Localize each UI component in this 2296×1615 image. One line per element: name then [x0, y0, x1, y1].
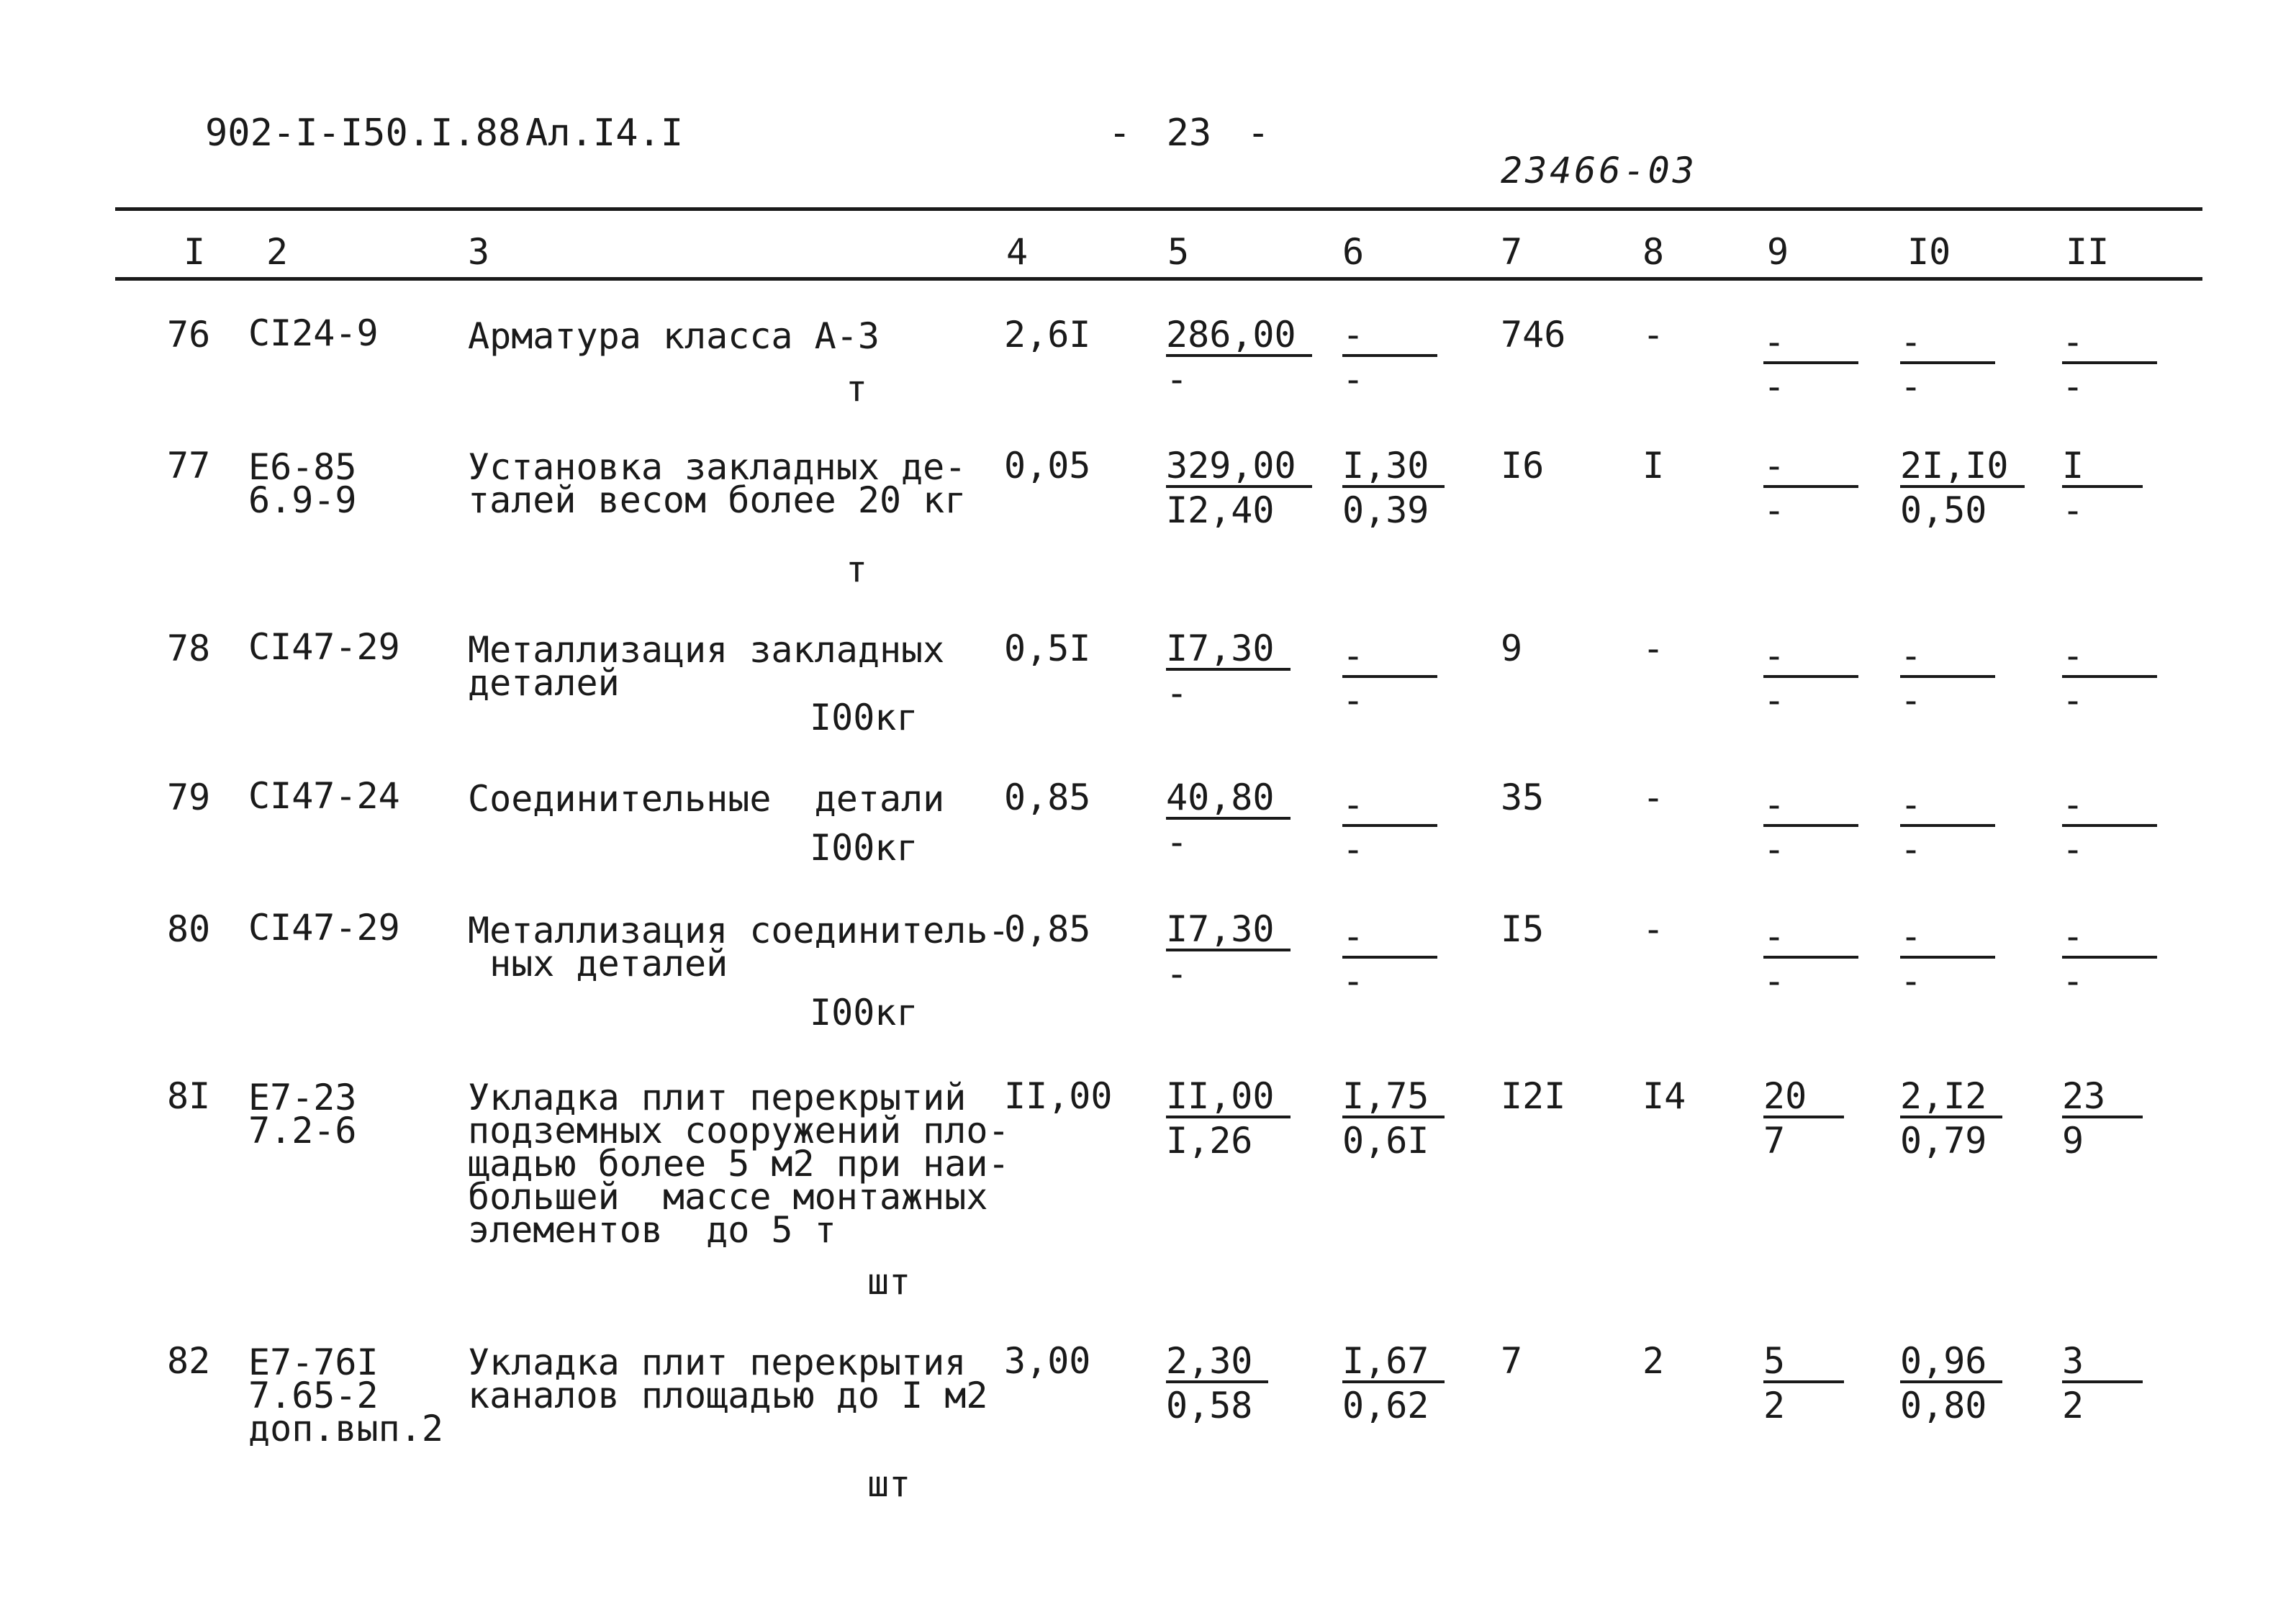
col8-value: - — [1642, 908, 1665, 950]
col6-value — [1342, 915, 1501, 1002]
work-description: Металлизация соединитель- ных деталей — [468, 910, 1010, 985]
col11-top: - — [2062, 324, 2157, 364]
unit-of-measure: I00кг — [810, 827, 918, 869]
col8-value: I — [1642, 445, 1665, 487]
unit-cost-bottom: - — [1166, 672, 1188, 714]
row-number: 77 — [167, 445, 211, 487]
column-header: II — [2066, 231, 2110, 273]
rate-code: CI47-29 — [248, 907, 400, 949]
col9-bottom: - — [1763, 679, 1786, 721]
col11-bottom: - — [2062, 960, 2084, 1002]
unit-of-measure: шт — [867, 1261, 911, 1303]
col9-bottom: - — [1763, 489, 1786, 531]
col9-value — [1763, 445, 1922, 531]
row-number: 8I — [167, 1075, 211, 1117]
col9-top: - — [1763, 918, 1858, 959]
quantity: II,00 — [1004, 1075, 1113, 1117]
unit-of-measure: т — [846, 548, 868, 590]
col10-bottom: - — [1900, 960, 1922, 1002]
work-description: Металлизация закладных деталей — [468, 629, 945, 704]
unit-cost-bottom: - — [1166, 953, 1188, 995]
row-number: 76 — [167, 314, 211, 356]
total-cost: I2I — [1501, 1075, 1566, 1117]
unit-cost — [1166, 777, 1324, 863]
col9-value — [1763, 635, 1922, 721]
quantity: 2,6I — [1004, 314, 1091, 356]
col6-top: - — [1342, 918, 1437, 959]
col11-bottom: - — [2062, 366, 2084, 407]
col10-top: - — [1900, 638, 1995, 678]
col10-top: 2I,I0 — [1900, 448, 2025, 488]
work-description: Соединительные детали — [468, 778, 945, 820]
unit-of-measure: шт — [867, 1463, 911, 1505]
col10-top: - — [1900, 918, 1995, 959]
col10-top: - — [1900, 324, 1995, 364]
column-header: 9 — [1767, 231, 1789, 273]
col10-bottom: - — [1900, 679, 1922, 721]
col6-top: - — [1342, 787, 1437, 827]
col10-bottom: 0,79 — [1900, 1120, 1987, 1162]
unit-cost-bottom: I,26 — [1166, 1120, 1253, 1162]
rate-code: Е7-23 7.2-6 — [248, 1077, 357, 1152]
col11-value — [2062, 1075, 2220, 1162]
col11-top: 23 — [2062, 1078, 2143, 1118]
col6-value — [1342, 314, 1501, 400]
col11-top: 3 — [2062, 1343, 2143, 1383]
col9-top: - — [1763, 787, 1858, 827]
col9-bottom: 7 — [1763, 1120, 1786, 1162]
total-cost: I5 — [1501, 908, 1545, 950]
unit-cost-bottom: I2,40 — [1166, 489, 1275, 531]
col9-value — [1763, 321, 1922, 407]
column-header: 2 — [266, 231, 289, 273]
col10-bottom: - — [1900, 366, 1922, 407]
quantity: 3,00 — [1004, 1340, 1091, 1382]
unit-cost — [1166, 1075, 1324, 1162]
col10-value — [1900, 445, 2058, 531]
quantity: 0,05 — [1004, 445, 1091, 487]
work-description: Установка закладных де- талей весом более 20 кг — [468, 446, 967, 521]
col9-value — [1763, 915, 1922, 1002]
quantity: 0,5I — [1004, 628, 1091, 669]
rate-code: CI47-29 — [248, 626, 400, 668]
unit-cost-top: 2,30 — [1166, 1343, 1268, 1383]
archive-stamp: 23466-03 — [1501, 150, 1697, 191]
unit-cost-top: I7,30 — [1166, 630, 1291, 671]
work-description: Укладка плит перекрытия каналов площадью до I м2 — [468, 1342, 988, 1416]
total-cost: 9 — [1501, 628, 1523, 669]
col6-value — [1342, 1340, 1501, 1426]
row-number: 80 — [167, 908, 211, 950]
col10-value — [1900, 915, 2058, 1002]
col6-value — [1342, 635, 1501, 721]
col11-value — [2062, 635, 2220, 721]
col8-value: - — [1642, 314, 1665, 356]
col11-value — [2062, 1340, 2220, 1426]
col10-bottom: 0,80 — [1900, 1385, 1987, 1426]
col10-value — [1900, 1340, 2058, 1426]
col11-top: - — [2062, 918, 2157, 959]
col10-top: 2,I2 — [1900, 1078, 2002, 1118]
sheet-number: Ал.I4.I — [525, 112, 684, 155]
col9-top: 5 — [1763, 1343, 1844, 1383]
column-header: 5 — [1167, 231, 1190, 273]
col8-value: - — [1642, 628, 1665, 669]
col6-bottom: 0,39 — [1342, 489, 1429, 531]
rate-code: Е7-76I 7.65-2 доп.вып.2 — [248, 1342, 443, 1449]
col11-bottom: - — [2062, 489, 2084, 531]
col6-bottom: - — [1342, 358, 1365, 400]
row-number: 82 — [167, 1340, 211, 1382]
col9-top: - — [1763, 638, 1858, 678]
col6-value — [1342, 784, 1501, 870]
col10-value — [1900, 635, 2058, 721]
unit-cost — [1166, 628, 1324, 714]
work-description: Арматура класса А-3 — [468, 315, 880, 357]
table-top-rule — [115, 207, 2202, 211]
col6-top: I,75 — [1342, 1078, 1445, 1118]
col6-value — [1342, 1075, 1501, 1162]
total-cost: 35 — [1501, 777, 1545, 818]
col8-value: I4 — [1642, 1075, 1686, 1117]
total-cost: 746 — [1501, 314, 1566, 356]
rate-code: Е6-85 6.9-9 — [248, 446, 357, 521]
col9-value — [1763, 1340, 1922, 1426]
unit-cost — [1166, 445, 1324, 531]
row-number: 78 — [167, 628, 211, 669]
col10-top: - — [1900, 787, 1995, 827]
col9-top: - — [1763, 324, 1858, 364]
col10-bottom: - — [1900, 828, 1922, 870]
col11-bottom: 9 — [2062, 1120, 2084, 1162]
col8-value: 2 — [1642, 1340, 1665, 1382]
col6-top: - — [1342, 638, 1437, 678]
total-cost: 7 — [1501, 1340, 1523, 1382]
col6-bottom: - — [1342, 828, 1365, 870]
col6-value — [1342, 445, 1501, 531]
col11-value — [2062, 915, 2220, 1002]
unit-cost-bottom: 0,58 — [1166, 1385, 1253, 1426]
col11-bottom: 2 — [2062, 1385, 2084, 1426]
column-header: 3 — [468, 231, 490, 273]
col11-top: I — [2062, 448, 2143, 488]
unit-of-measure: т — [846, 368, 868, 410]
column-header: I0 — [1907, 231, 1951, 273]
col6-top: I,30 — [1342, 448, 1445, 488]
col6-bottom: 0,62 — [1342, 1385, 1429, 1426]
column-header: 4 — [1006, 231, 1029, 273]
col9-value — [1763, 1075, 1922, 1162]
quantity: 0,85 — [1004, 908, 1091, 950]
column-header: 6 — [1342, 231, 1365, 273]
col9-bottom: 2 — [1763, 1385, 1786, 1426]
unit-cost — [1166, 908, 1324, 995]
unit-of-measure: I00кг — [810, 992, 918, 1033]
col11-value — [2062, 784, 2220, 870]
col6-bottom: 0,6I — [1342, 1120, 1429, 1162]
unit-cost-top: II,00 — [1166, 1078, 1291, 1118]
col11-value — [2062, 445, 2220, 531]
col8-value: - — [1642, 777, 1665, 818]
col6-bottom: - — [1342, 679, 1365, 721]
row-number: 79 — [167, 777, 211, 818]
col10-top: 0,96 — [1900, 1343, 2002, 1383]
work-description: Укладка плит перекрытий подземных сооружений пло- щадью более 5 м2 при наи- большей массе монтажных элементов до 5 т — [468, 1077, 1010, 1251]
col10-value — [1900, 321, 2058, 407]
unit-cost-top: I7,30 — [1166, 911, 1291, 951]
col11-bottom: - — [2062, 679, 2084, 721]
total-cost: I6 — [1501, 445, 1545, 487]
unit-cost-top: 329,00 — [1166, 448, 1312, 488]
unit-cost — [1166, 1340, 1324, 1426]
column-header: 8 — [1642, 231, 1665, 273]
unit-cost-top: 40,80 — [1166, 779, 1291, 820]
document-code: 902-I-I50.I.88 — [205, 112, 521, 155]
table-header-rule — [115, 277, 2202, 281]
col11-value — [2062, 321, 2220, 407]
col10-value — [1900, 784, 2058, 870]
rate-code: CI47-24 — [248, 775, 400, 817]
col10-bottom: 0,50 — [1900, 489, 1987, 531]
col6-top: I,67 — [1342, 1343, 1445, 1383]
col9-bottom: - — [1763, 366, 1786, 407]
column-header: I — [184, 231, 206, 273]
col6-top: - — [1342, 317, 1437, 357]
unit-cost — [1166, 314, 1324, 400]
column-header: 7 — [1501, 231, 1523, 273]
col6-bottom: - — [1342, 960, 1365, 1002]
col10-value — [1900, 1075, 2058, 1162]
col11-top: - — [2062, 787, 2157, 827]
page-number: - 23 - — [1108, 112, 1270, 155]
rate-code: CI24-9 — [248, 312, 379, 354]
col9-top: 20 — [1763, 1078, 1844, 1118]
col9-top: - — [1763, 448, 1858, 488]
unit-of-measure: I00кг — [810, 697, 918, 738]
unit-cost-bottom: - — [1166, 358, 1188, 400]
col11-bottom: - — [2062, 828, 2084, 870]
col9-bottom: - — [1763, 828, 1786, 870]
col9-value — [1763, 784, 1922, 870]
col9-bottom: - — [1763, 960, 1786, 1002]
unit-cost-bottom: - — [1166, 821, 1188, 863]
unit-cost-top: 286,00 — [1166, 317, 1312, 357]
col11-top: - — [2062, 638, 2157, 678]
quantity: 0,85 — [1004, 777, 1091, 818]
